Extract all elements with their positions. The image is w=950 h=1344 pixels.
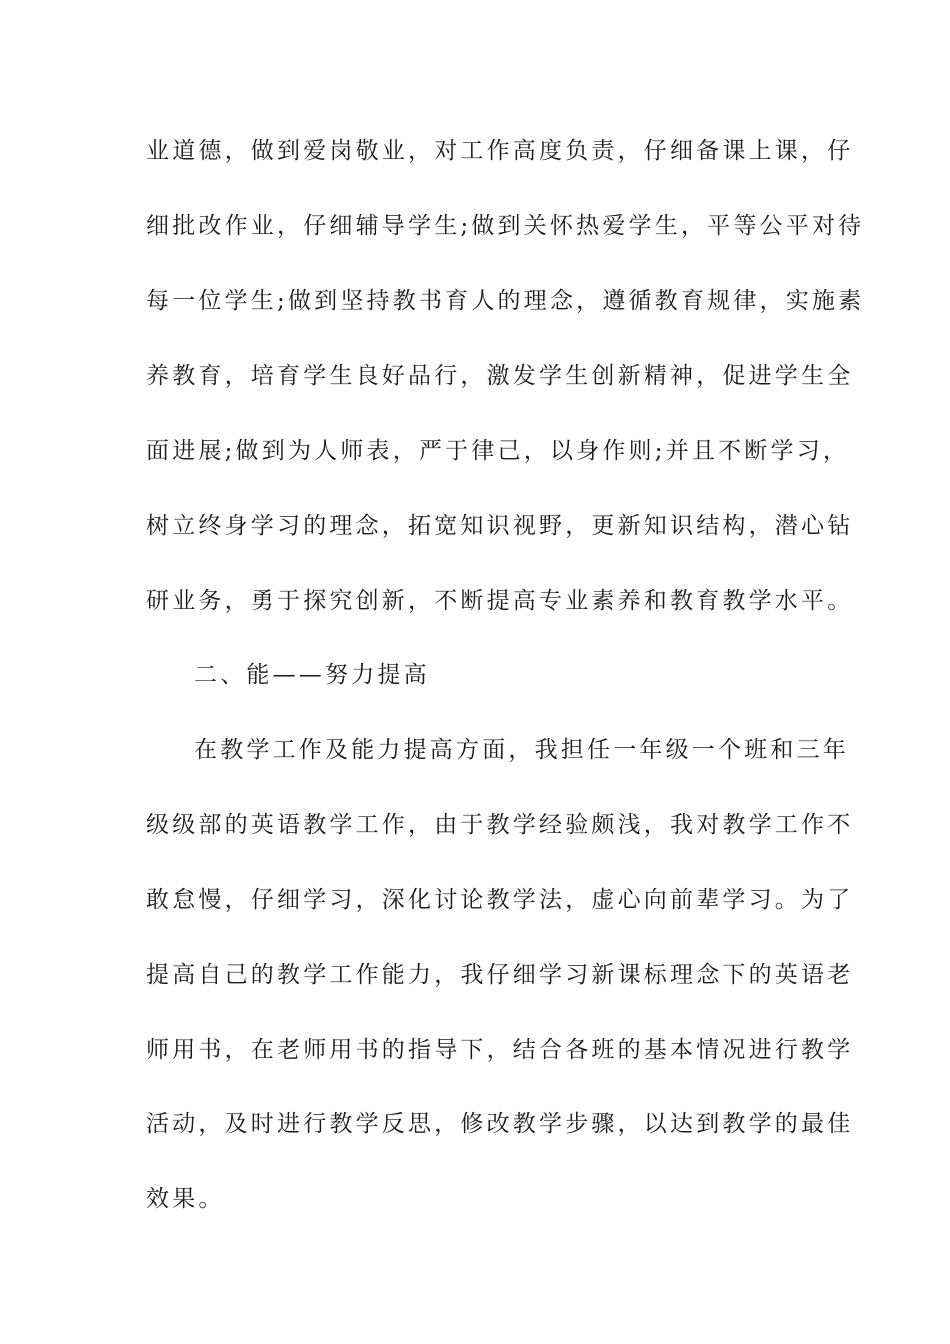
text-line: 业道德，做到爱岗敬业，对工作高度负责，仔细备课上课，仔 [146, 138, 854, 164]
text-line: 敢怠慢，仔细学习，深化讨论教学法，虚心向前辈学习。为了 [146, 887, 854, 913]
text-line: 研业务，勇于探究创新，不断提高专业素养和教育教学水平。 [146, 588, 854, 614]
text-line: 在教学工作及能力提高方面，我担任一年级一个班和三年 [194, 737, 849, 763]
text-line: 养教育，培育学生良好品行，激发学生创新精神，促进学生全 [146, 363, 854, 389]
text-line: 面进展;做到为人师表，严于律己，以身作则;并且不断学习， [146, 438, 850, 464]
text-line: 活动，及时进行教学反思，修改教学步骤，以达到教学的最佳 [146, 1111, 854, 1137]
text-line: 师用书，在老师用书的指导下，结合各班的基本情况进行教学 [146, 1037, 854, 1063]
section-heading: 二、能——努力提高 [194, 662, 430, 688]
text-line: 提高自己的教学工作能力，我仔细学习新课标理念下的英语老 [146, 962, 854, 988]
text-line: 细批改作业，仔细辅导学生;做到关怀热爱学生，平等公平对待 [146, 213, 865, 239]
text-line: 树立终身学习的理念，拓宽知识视野，更新知识结构，潜心钻 [146, 513, 854, 539]
text-line: 效果。 [146, 1186, 225, 1212]
text-line: 级级部的英语教学工作，由于教学经验颇浅，我对教学工作不 [146, 812, 854, 838]
text-line: 每一位学生;做到坚持教书育人的理念，遵循教育规律，实施素 [146, 288, 865, 314]
